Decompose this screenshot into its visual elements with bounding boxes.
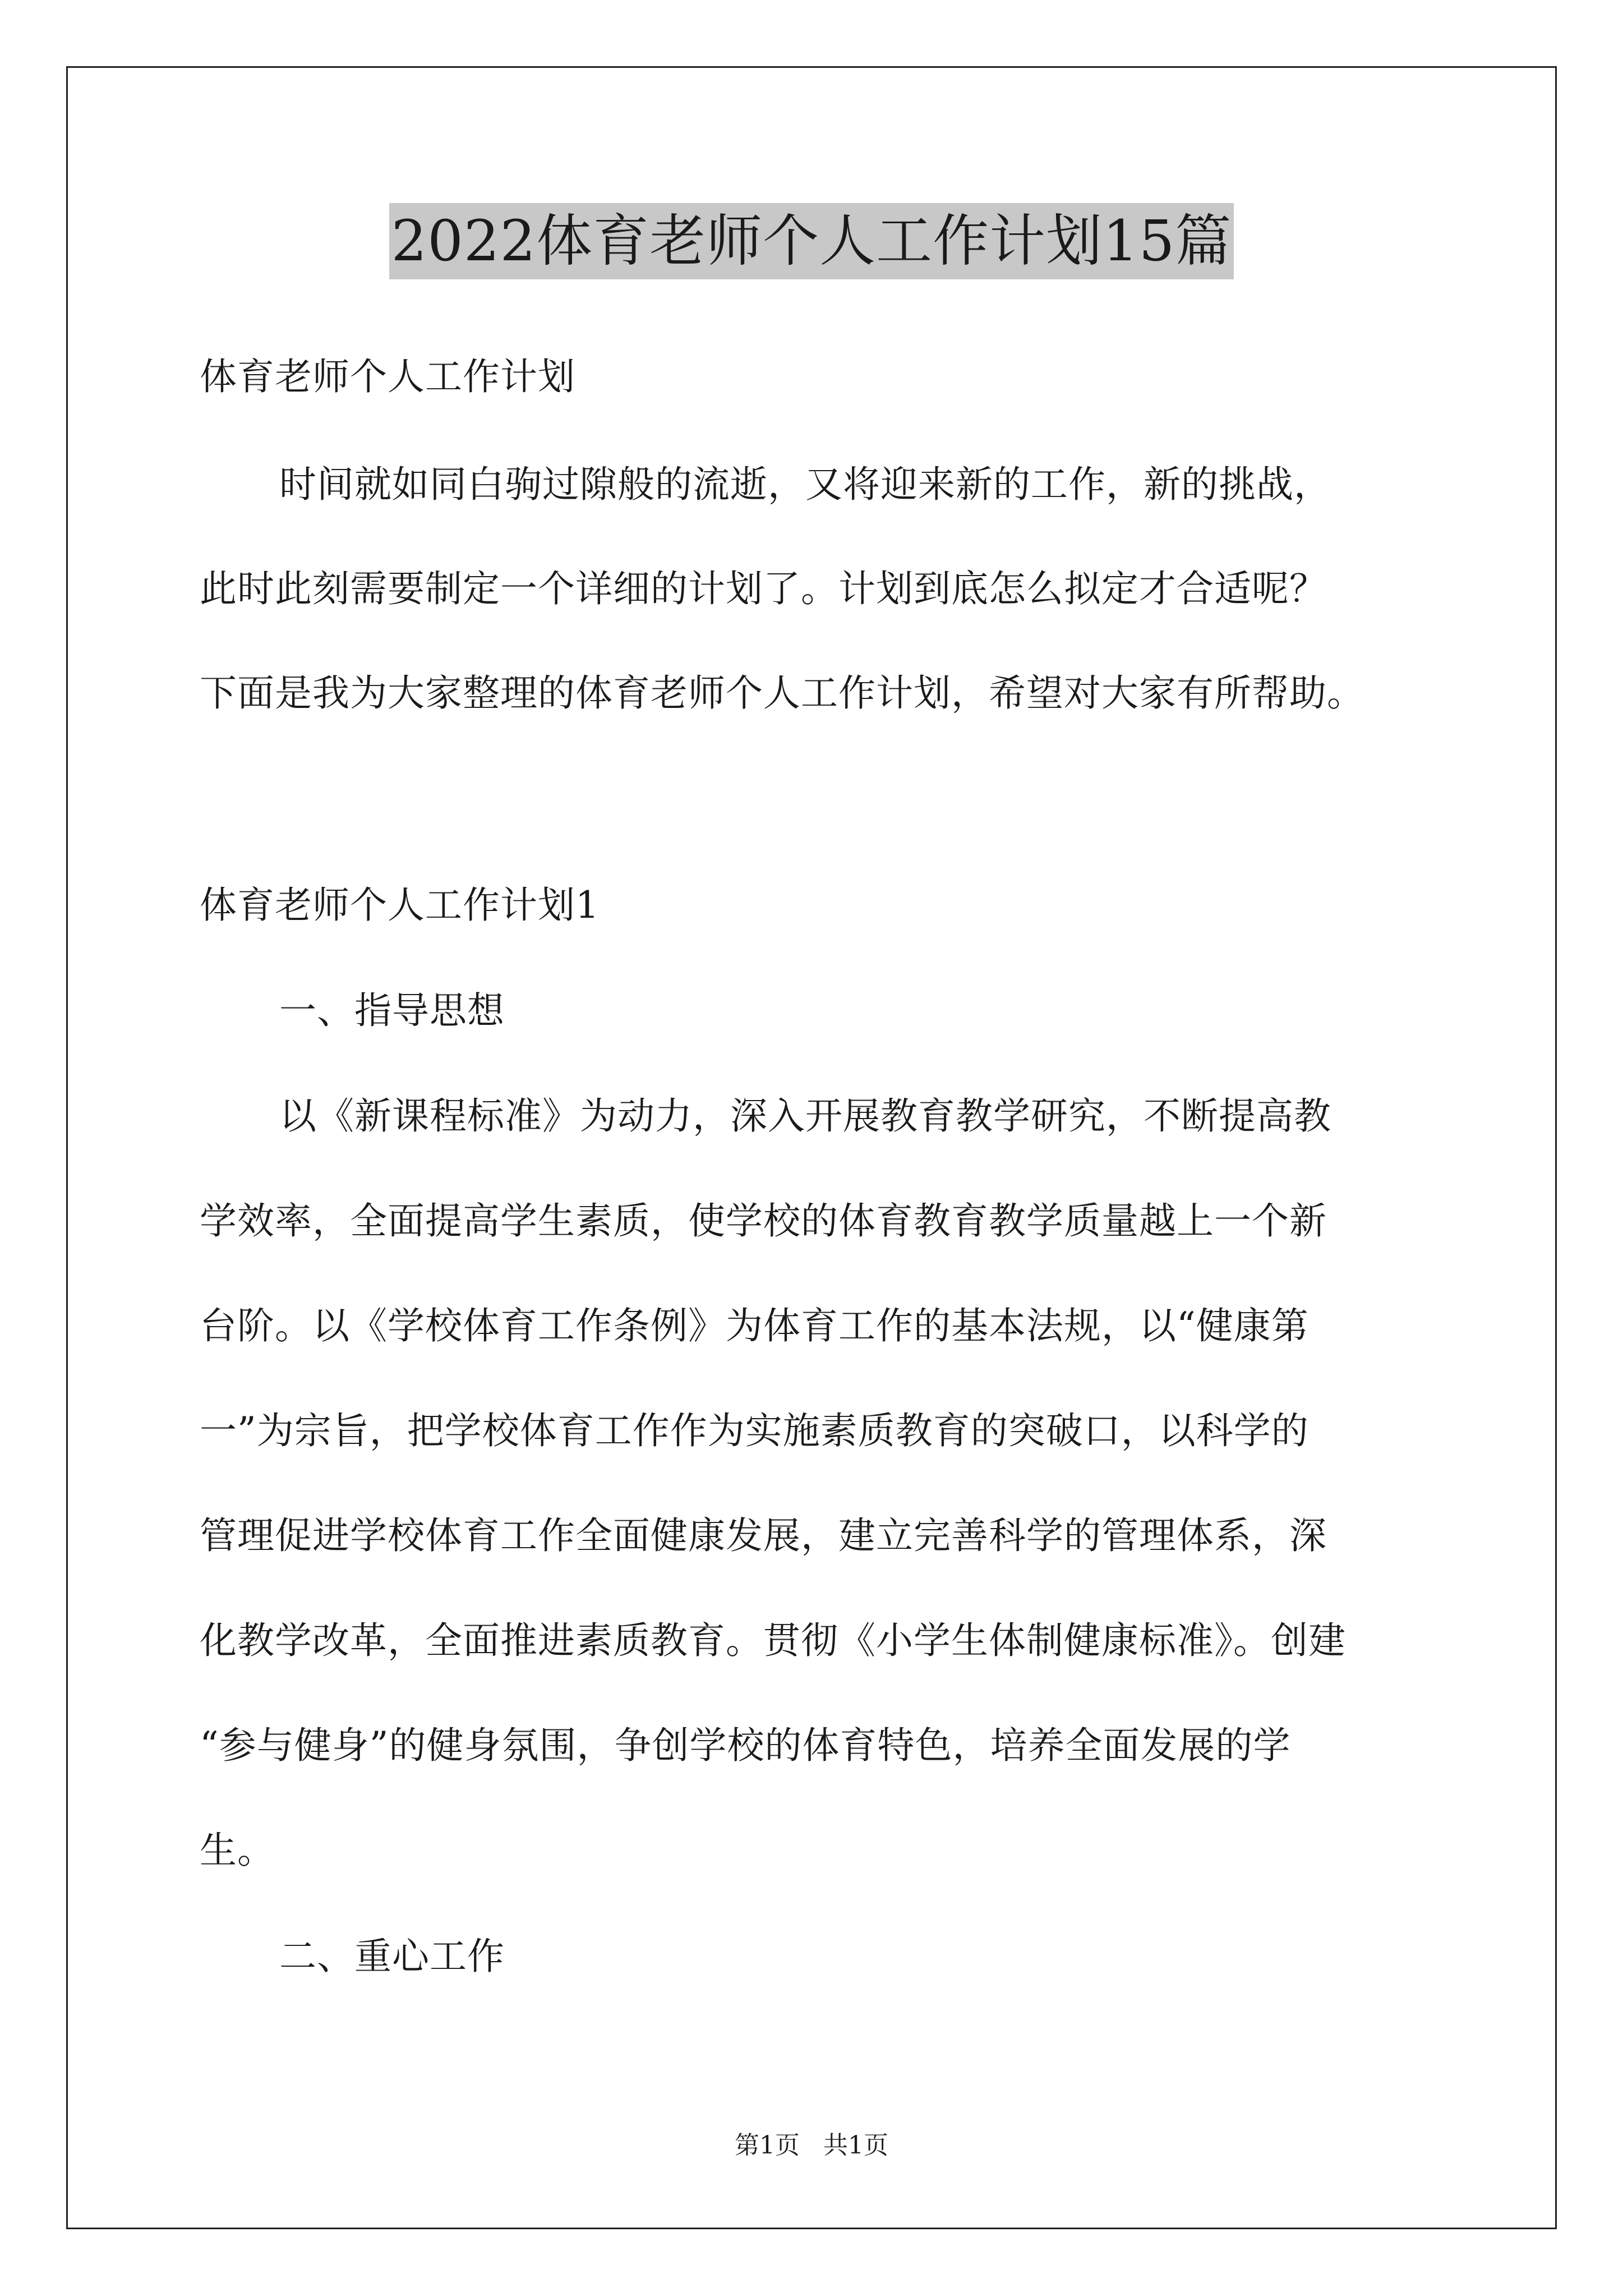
body-line-3: 台阶。以《学校体育工作条例》为体育工作的基本法规，以“健康第 <box>200 1304 1309 1347</box>
body-line-5: 管理促进学校体育工作全面健康发展，建立完善科学的管理体系，深 <box>200 1514 1327 1557</box>
intro-line-3: 下面是我为大家整理的体育老师个人工作计划，希望对大家有所帮助。 <box>200 671 1364 715</box>
intro-heading: 体育老师个人工作计划 <box>200 355 575 398</box>
section-heading: 体育老师个人工作计划1 <box>200 884 600 927</box>
document-title: 2022体育老师个人工作计划15篇 <box>389 203 1234 279</box>
body-line-1: 以《新课程标准》为动力，深入开展教育教学研究，不断提高教 <box>279 1094 1331 1138</box>
body-line-6: 化教学改革，全面推进素质教育。贯彻《小学生体制健康标准》。创建 <box>200 1619 1346 1662</box>
body-line-8: 生。 <box>200 1829 275 1872</box>
footer-page-total: 共1页 <box>823 2131 888 2160</box>
intro-line-2: 此时此刻需要制定一个详细的计划了。计划到底怎么拟定才合适呢？ <box>200 567 1327 610</box>
page-footer <box>0 2129 1623 2162</box>
subheading-guiding-thought: 一、指导思想 <box>279 989 505 1032</box>
intro-line-1: 时间就如同白驹过隙般的流逝，又将迎来新的工作，新的挑战， <box>279 463 1331 506</box>
subheading-key-work: 二、重心工作 <box>279 1935 505 1978</box>
body-line-4: 一”为宗旨，把学校体育工作作为实施素质教育的突破口，以科学的 <box>200 1409 1309 1452</box>
body-line-7: “参与健身”的健身氛围，争创学校的体育特色，培养全面发展的学 <box>200 1724 1291 1767</box>
body-line-2: 学效率，全面提高学生素质，使学校的体育教育教学质量越上一个新 <box>200 1199 1327 1243</box>
title-container <box>0 203 1623 279</box>
footer-page-number: 第1页 <box>735 2131 800 2160</box>
